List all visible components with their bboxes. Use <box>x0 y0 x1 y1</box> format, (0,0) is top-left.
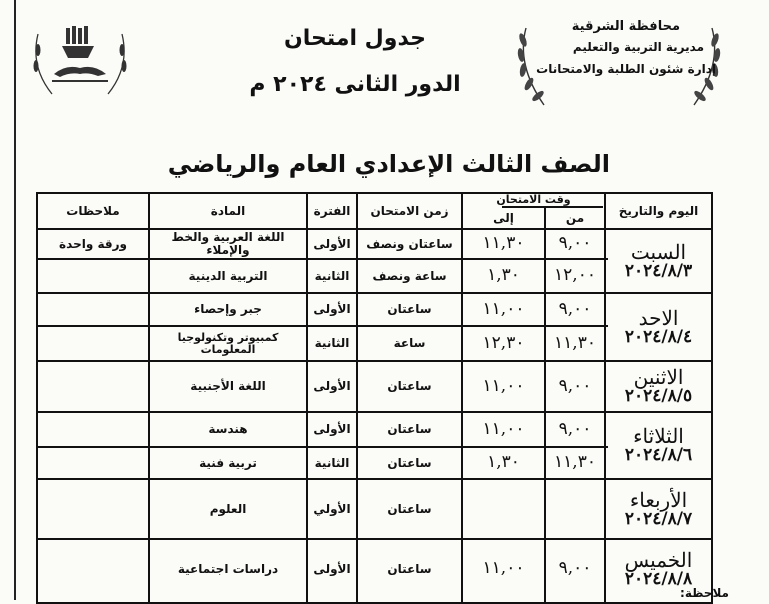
footnote: ملاحظة: <box>680 586 729 600</box>
day-date: ٢٠٢٤/٨/٧ <box>624 508 693 529</box>
exam-notes <box>38 413 148 446</box>
day-date: ٢٠٢٤/٨/٨ <box>624 568 693 589</box>
exam-notes <box>38 327 148 360</box>
exam-notes: ورقة واحدة <box>59 236 127 251</box>
day-date: ٢٠٢٤/٨/٦ <box>624 445 693 466</box>
exam-notes <box>38 480 148 538</box>
authority-block <box>514 10 724 120</box>
exam-to: ١١,٠٠ <box>482 418 525 439</box>
exam-duration: ساعتان <box>387 302 432 317</box>
exam-from: ٩,٠٠ <box>558 558 592 579</box>
header-duration: زمن الامتحان <box>370 203 449 218</box>
day-name: الاحد <box>638 305 679 330</box>
day-name: الأربعاء <box>629 487 688 512</box>
document-title: جدول امتحان <box>283 26 427 51</box>
exam-from: ٩,٠٠ <box>558 375 592 396</box>
exam-duration: ساعة ونصف <box>372 268 447 283</box>
day-cell-monday <box>606 362 711 411</box>
exam-from: ١٢,٠٠ <box>554 265 596 286</box>
exam-subject: اللغة الأجنبية <box>190 379 266 394</box>
exam-period: الأولى <box>313 302 351 317</box>
exam-to: ١,٣٠ <box>487 452 520 473</box>
exam-subject: التربية الدينية <box>188 268 268 283</box>
header-to: إلى <box>493 210 514 225</box>
exam-duration: ساعتان <box>387 455 432 470</box>
document-header <box>0 0 769 190</box>
exam-period: الأولي <box>313 501 351 516</box>
header-period: الفترة <box>313 203 351 218</box>
header-notes: ملاحظات <box>66 203 120 218</box>
exam-session: الدور الثانى ٢٠٢٤ م <box>249 72 461 97</box>
exam-duration: ساعتان <box>387 422 432 437</box>
authority-directorate: مديرية التربية والتعليم <box>572 40 704 54</box>
exam-to: ١١,٣٠ <box>482 233 525 254</box>
exam-duration: ساعتان <box>387 561 432 576</box>
exam-subject: كمبيوتر وتكنولوجيا المعلومات <box>177 330 279 356</box>
exam-notes <box>38 362 148 411</box>
exam-period: الأولى <box>313 561 351 576</box>
exam-to: ١١,٠٠ <box>482 375 525 396</box>
exam-notes <box>38 448 148 478</box>
exam-from: ١١,٣٠ <box>554 332 596 353</box>
header-exam-time: وقت الامتحان <box>496 193 571 207</box>
exam-period: الثانية <box>314 336 350 351</box>
exam-subject: اللغة العربية والخط والإملاء <box>171 230 285 257</box>
header-subject: المادة <box>210 203 246 218</box>
exam-duration: ساعة <box>393 336 426 351</box>
exam-period: الأولى <box>313 422 351 437</box>
exam-notes <box>38 260 148 292</box>
exam-period: الأولى <box>313 236 351 251</box>
exam-period: الثانية <box>314 455 350 470</box>
exam-from: ٩,٠٠ <box>558 298 592 319</box>
exam-notes <box>38 294 148 325</box>
exam-to <box>463 480 544 538</box>
exam-from: ٩,٠٠ <box>558 418 592 439</box>
day-name: الثلاثاء <box>633 424 684 449</box>
day-name: الخميس <box>624 547 693 572</box>
day-name: السبت <box>630 239 687 264</box>
authority-department: إدارة شئون الطلبة والامتحانات <box>536 62 716 76</box>
exam-to: ١,٣٠ <box>487 265 520 286</box>
exam-subject: هندسة <box>208 422 248 437</box>
day-cell-tuesday <box>606 413 711 478</box>
exam-subject: دراسات اجتماعية <box>177 561 279 576</box>
exam-timetable <box>36 192 713 604</box>
exam-duration: ساعتان <box>387 501 432 516</box>
ministry-logo-icon <box>30 22 130 102</box>
day-date: ٢٠٢٤/٨/٣ <box>624 260 693 281</box>
grade-title: الصف الثالث الإعدادي العام والرياضي <box>167 150 610 178</box>
exam-to: ١١,٠٠ <box>482 298 525 319</box>
exam-period: الأولى <box>313 379 351 394</box>
exam-subject: العلوم <box>209 501 247 516</box>
exam-subject: تربية فنية <box>199 455 257 470</box>
day-cell-saturday <box>606 230 711 292</box>
exam-notes <box>38 540 148 598</box>
exam-to: ١١,٠٠ <box>482 558 525 579</box>
day-cell-sunday <box>606 294 711 360</box>
exam-from <box>546 480 604 538</box>
exam-to: ١٢,٣٠ <box>482 332 525 353</box>
exam-from: ١١,٣٠ <box>554 452 596 473</box>
day-name: الاثنين <box>633 365 684 390</box>
exam-period: الثانية <box>314 268 350 283</box>
exam-subject: جبر وإحصاء <box>194 302 262 317</box>
exam-duration: ساعتان <box>387 379 432 394</box>
exam-from: ٩,٠٠ <box>558 233 592 254</box>
day-cell-wednesday <box>606 480 711 538</box>
authority-governorate: محافظة الشرقية <box>571 19 680 34</box>
day-date: ٢٠٢٤/٨/٥ <box>624 386 693 407</box>
header-from: من <box>565 210 585 225</box>
header-day-date: اليوم والتاريخ <box>618 203 699 218</box>
exam-duration: ساعتان ونصف <box>366 236 453 251</box>
day-date: ٢٠٢٤/٨/٤ <box>624 326 693 347</box>
